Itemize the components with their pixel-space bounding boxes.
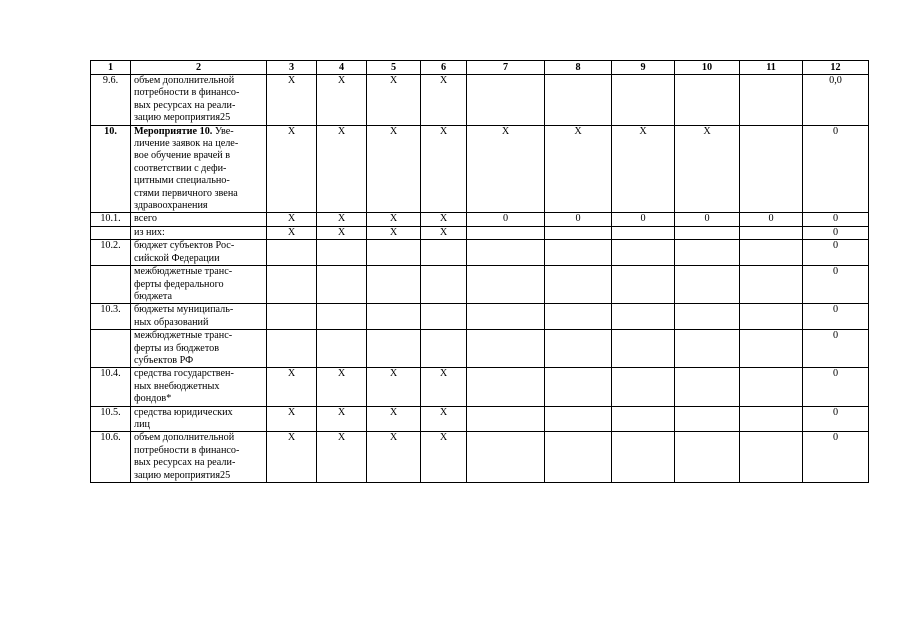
header-cell: 8 xyxy=(545,61,612,75)
value-cell: X xyxy=(421,213,467,226)
table-row xyxy=(91,213,869,226)
value-cell xyxy=(675,406,740,432)
value-cell xyxy=(612,240,675,266)
value-cell: 0 xyxy=(803,406,869,432)
value-cell xyxy=(467,75,545,126)
value-cell xyxy=(267,304,317,330)
value-cell xyxy=(367,240,421,266)
value-cell xyxy=(545,304,612,330)
value-cell: 0 xyxy=(675,213,740,226)
value-cell: 0 xyxy=(803,304,869,330)
value-cell: 0 xyxy=(612,213,675,226)
value-cell xyxy=(612,406,675,432)
value-cell: X xyxy=(317,406,367,432)
value-cell: X xyxy=(267,368,317,406)
value-cell: X xyxy=(367,368,421,406)
value-cell xyxy=(612,432,675,483)
value-cell: X xyxy=(317,368,367,406)
value-cell xyxy=(267,240,317,266)
value-cell: X xyxy=(267,406,317,432)
value-cell xyxy=(545,226,612,239)
row-name xyxy=(131,368,267,406)
header-cell: 4 xyxy=(317,61,367,75)
table-row xyxy=(91,266,869,304)
value-cell xyxy=(545,75,612,126)
row-number xyxy=(91,266,131,304)
row-name xyxy=(131,240,267,266)
row-name xyxy=(131,75,267,126)
table-row xyxy=(91,226,869,239)
value-cell: X xyxy=(612,125,675,213)
row-number xyxy=(91,226,131,239)
value-cell xyxy=(421,240,467,266)
value-cell xyxy=(740,266,803,304)
value-cell xyxy=(421,330,467,368)
row-name xyxy=(131,226,267,239)
value-cell xyxy=(612,368,675,406)
table-row xyxy=(91,125,869,213)
header-cell: 12 xyxy=(803,61,869,75)
value-cell: X xyxy=(675,125,740,213)
value-cell xyxy=(267,266,317,304)
value-cell: X xyxy=(421,75,467,126)
value-cell xyxy=(267,330,317,368)
header-cell: 1 xyxy=(91,61,131,75)
value-cell: 0 xyxy=(803,368,869,406)
row-number: 10.4. xyxy=(91,368,131,406)
row-name xyxy=(131,213,267,226)
value-cell xyxy=(675,304,740,330)
value-cell: 0,0 xyxy=(803,75,869,126)
table-row xyxy=(91,304,869,330)
value-cell: X xyxy=(267,75,317,126)
row-name-text: межбюджетные транс- ферты из бюджетов субъектов РФ xyxy=(134,330,233,366)
value-cell xyxy=(467,240,545,266)
value-cell: X xyxy=(367,432,421,483)
header-cell: 2 xyxy=(131,61,267,75)
value-cell: 0 xyxy=(803,266,869,304)
value-cell xyxy=(740,368,803,406)
value-cell xyxy=(367,330,421,368)
value-cell xyxy=(317,240,367,266)
value-cell: X xyxy=(367,226,421,239)
table-row xyxy=(91,240,869,266)
value-cell xyxy=(612,266,675,304)
header-cell: 6 xyxy=(421,61,467,75)
row-number: 10.1. xyxy=(91,213,131,226)
value-cell xyxy=(421,266,467,304)
value-cell: X xyxy=(421,368,467,406)
value-cell: X xyxy=(317,75,367,126)
value-cell xyxy=(740,125,803,213)
value-cell: X xyxy=(317,432,367,483)
table-row xyxy=(91,368,869,406)
budget-table xyxy=(90,60,869,483)
row-name-text: объем дополнительной потребности в финансо- вых ресурсах на реали- зацию мероприятия25 xyxy=(134,75,240,124)
value-cell xyxy=(467,330,545,368)
value-cell xyxy=(612,304,675,330)
row-name-text: из них: xyxy=(134,226,165,238)
value-cell: X xyxy=(317,125,367,213)
header-cell: 7 xyxy=(467,61,545,75)
value-cell xyxy=(740,240,803,266)
value-cell: 0 xyxy=(803,432,869,483)
value-cell xyxy=(467,432,545,483)
row-name-text: бюджеты муниципаль- ных образований xyxy=(134,304,234,328)
value-cell xyxy=(467,304,545,330)
value-cell: 0 xyxy=(803,125,869,213)
value-cell: X xyxy=(421,432,467,483)
value-cell: X xyxy=(267,432,317,483)
row-number xyxy=(91,330,131,368)
value-cell xyxy=(317,266,367,304)
value-cell xyxy=(545,240,612,266)
value-cell: X xyxy=(467,125,545,213)
row-name-text: объем дополнительной потребности в финансо- вых ресурсах на реали- зацию мероприятия25 xyxy=(134,432,240,481)
value-cell xyxy=(545,432,612,483)
row-number: 10.3. xyxy=(91,304,131,330)
value-cell xyxy=(545,266,612,304)
value-cell: 0 xyxy=(803,240,869,266)
value-cell: 0 xyxy=(467,213,545,226)
value-cell xyxy=(740,226,803,239)
value-cell: 0 xyxy=(740,213,803,226)
value-cell xyxy=(740,406,803,432)
value-cell: X xyxy=(317,226,367,239)
value-cell: 0 xyxy=(803,330,869,368)
table-row xyxy=(91,330,869,368)
value-cell xyxy=(740,432,803,483)
value-cell: X xyxy=(421,226,467,239)
value-cell xyxy=(675,266,740,304)
row-name xyxy=(131,304,267,330)
row-number: 10. xyxy=(91,125,131,213)
row-name-bold: Мероприятие 10. xyxy=(134,125,213,137)
value-cell xyxy=(545,406,612,432)
value-cell xyxy=(545,330,612,368)
table-row xyxy=(91,432,869,483)
row-name-text: всего xyxy=(134,213,157,225)
row-number: 10.5. xyxy=(91,406,131,432)
row-name-text: Уве- личение заявок на целе- вое обучение врачей в соответствии с дефи- цитными специально- стями первичного звена здравоохранения xyxy=(134,125,239,212)
value-cell: X xyxy=(545,125,612,213)
row-number: 9.6. xyxy=(91,75,131,126)
row-name xyxy=(131,266,267,304)
value-cell xyxy=(467,226,545,239)
row-number: 10.6. xyxy=(91,432,131,483)
value-cell: 0 xyxy=(803,226,869,239)
header-cell: 10 xyxy=(675,61,740,75)
value-cell xyxy=(367,266,421,304)
row-name-text: средства юридических лиц xyxy=(134,406,233,430)
row-name xyxy=(131,406,267,432)
value-cell xyxy=(740,75,803,126)
value-cell xyxy=(467,406,545,432)
value-cell: X xyxy=(367,406,421,432)
value-cell: X xyxy=(367,125,421,213)
value-cell xyxy=(467,368,545,406)
table-body xyxy=(91,61,869,483)
value-cell xyxy=(675,226,740,239)
value-cell xyxy=(675,240,740,266)
value-cell xyxy=(421,304,467,330)
header-cell: 3 xyxy=(267,61,317,75)
row-name-text: межбюджетные транс- ферты федерального бюджета xyxy=(134,266,233,302)
value-cell: X xyxy=(367,75,421,126)
value-cell xyxy=(467,266,545,304)
table-row xyxy=(91,406,869,432)
value-cell: X xyxy=(421,406,467,432)
value-cell xyxy=(317,304,367,330)
value-cell: 0 xyxy=(545,213,612,226)
value-cell xyxy=(740,304,803,330)
value-cell xyxy=(675,75,740,126)
row-name-text: средства государствен- ных внебюджетных фондов* xyxy=(134,368,234,405)
value-cell: X xyxy=(267,125,317,213)
value-cell: X xyxy=(267,226,317,239)
value-cell xyxy=(545,368,612,406)
value-cell: X xyxy=(317,213,367,226)
value-cell xyxy=(675,432,740,483)
value-cell: X xyxy=(367,213,421,226)
value-cell xyxy=(675,368,740,406)
value-cell xyxy=(740,330,803,368)
value-cell: X xyxy=(267,213,317,226)
value-cell xyxy=(317,330,367,368)
value-cell xyxy=(367,304,421,330)
header-row xyxy=(91,61,869,75)
value-cell xyxy=(675,330,740,368)
row-name xyxy=(131,330,267,368)
value-cell xyxy=(612,330,675,368)
value-cell: 0 xyxy=(803,213,869,226)
value-cell xyxy=(612,226,675,239)
row-name-text: бюджет субъектов Рос- сийской Федерации xyxy=(134,240,235,264)
value-cell xyxy=(612,75,675,126)
row-name xyxy=(131,125,267,213)
row-number: 10.2. xyxy=(91,240,131,266)
table-row xyxy=(91,75,869,126)
header-cell: 5 xyxy=(367,61,421,75)
row-name xyxy=(131,432,267,483)
header-cell: 9 xyxy=(612,61,675,75)
value-cell: X xyxy=(421,125,467,213)
header-cell: 11 xyxy=(740,61,803,75)
